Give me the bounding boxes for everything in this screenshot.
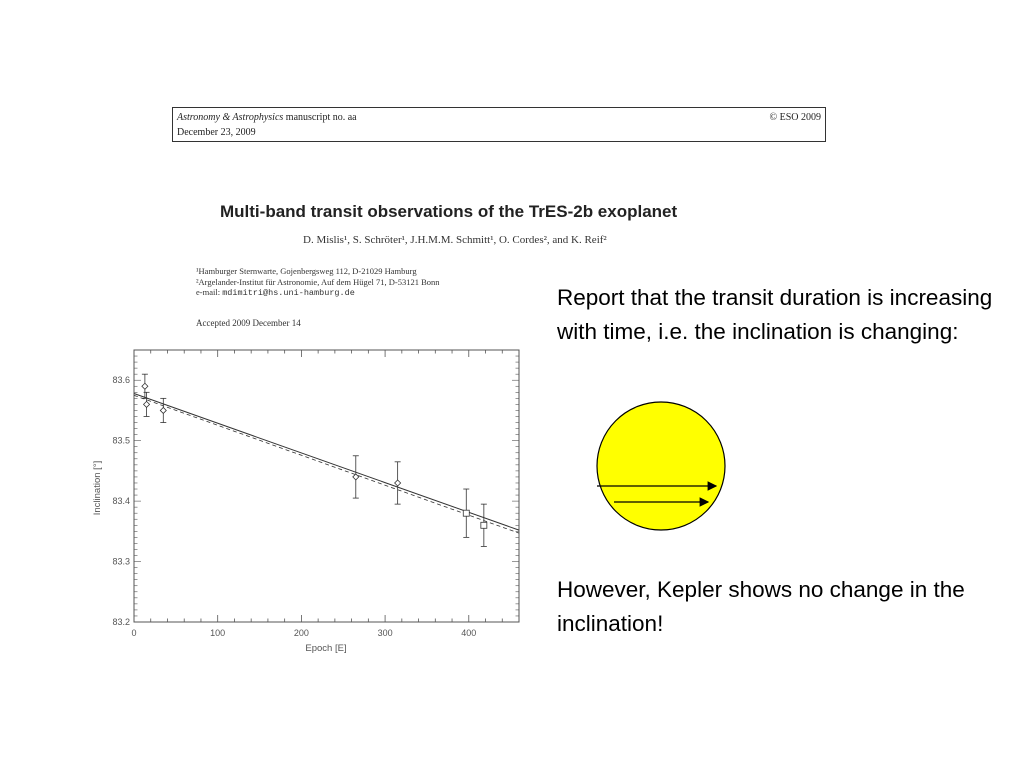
axis-ticks: [134, 350, 519, 622]
paper-affiliations: [196, 266, 536, 299]
marker-diamond: [353, 474, 359, 480]
x-axis-label: Epoch [E]: [305, 643, 347, 654]
data-point: [481, 504, 487, 546]
paper-authors: D. Mislis¹, S. Schröter¹, J.H.M.M. Schmitt¹, O. Cordes², and K. Reif²: [303, 234, 607, 246]
x-tick-label: 300: [377, 628, 393, 638]
data-point: [144, 392, 150, 416]
paper-header-box: [172, 107, 826, 142]
x-tick-label: 200: [293, 628, 309, 638]
data-point: [142, 374, 148, 398]
fit-line-solid: [134, 394, 519, 531]
fit-line-dashed: [134, 395, 519, 533]
note-transit-duration: Report that the transit duration is increasing with time, i.e. the inclination is changing:: [557, 285, 993, 344]
fit-lines: [134, 394, 519, 534]
inclination-plot: [90, 338, 525, 660]
transit-diagram: [590, 398, 730, 538]
note-kepler: However, Kepler shows no change in the inclination!: [557, 577, 965, 636]
x-tick-label: 0: [131, 628, 137, 638]
y-axis-label: Inclination [°]: [92, 460, 103, 516]
marker-diamond: [160, 407, 166, 413]
data-point: [395, 462, 401, 504]
y-tick-label: 83.2: [112, 617, 130, 627]
contact-email: e-mail: mdimitri@hs.uni-hamburg.de: [196, 287, 355, 298]
accepted-date: Accepted 2009 December 14: [196, 318, 301, 328]
plot-frame: [134, 350, 519, 622]
star-disk: [597, 402, 725, 530]
marker-square: [463, 510, 469, 516]
marker-square: [481, 522, 487, 528]
copyright-notice: © ESO 2009: [769, 112, 821, 123]
data-point: [463, 489, 469, 537]
y-tick-label: 83.6: [112, 375, 130, 386]
y-tick-label: 83.4: [112, 496, 130, 507]
x-tick-label: 400: [461, 628, 477, 638]
x-tick-label: 100: [210, 628, 226, 638]
paper-title: Multi-band transit observations of the TrES-2b exoplanet: [220, 202, 678, 221]
y-tick-label: 83.5: [112, 435, 130, 446]
tick-labels: [112, 375, 476, 638]
data-point: [353, 456, 359, 498]
affiliation-hamburg: ¹Hamburger Sternwarte, Gojenbergsweg 112, D-21029 Hamburg: [196, 266, 417, 276]
marker-diamond: [395, 480, 401, 486]
journal-name: Astronomy & Astrophysics manuscript no. aa: [177, 112, 357, 123]
marker-diamond: [144, 401, 150, 407]
manuscript-date: December 23, 2009: [177, 127, 256, 138]
marker-diamond: [142, 383, 148, 389]
data-point: [160, 398, 166, 422]
y-tick-label: 83.3: [112, 556, 130, 567]
affiliation-bonn: ²Argelander-Institut für Astronomie, Auf dem Hügel 71, D-53121 Bonn: [196, 276, 440, 287]
